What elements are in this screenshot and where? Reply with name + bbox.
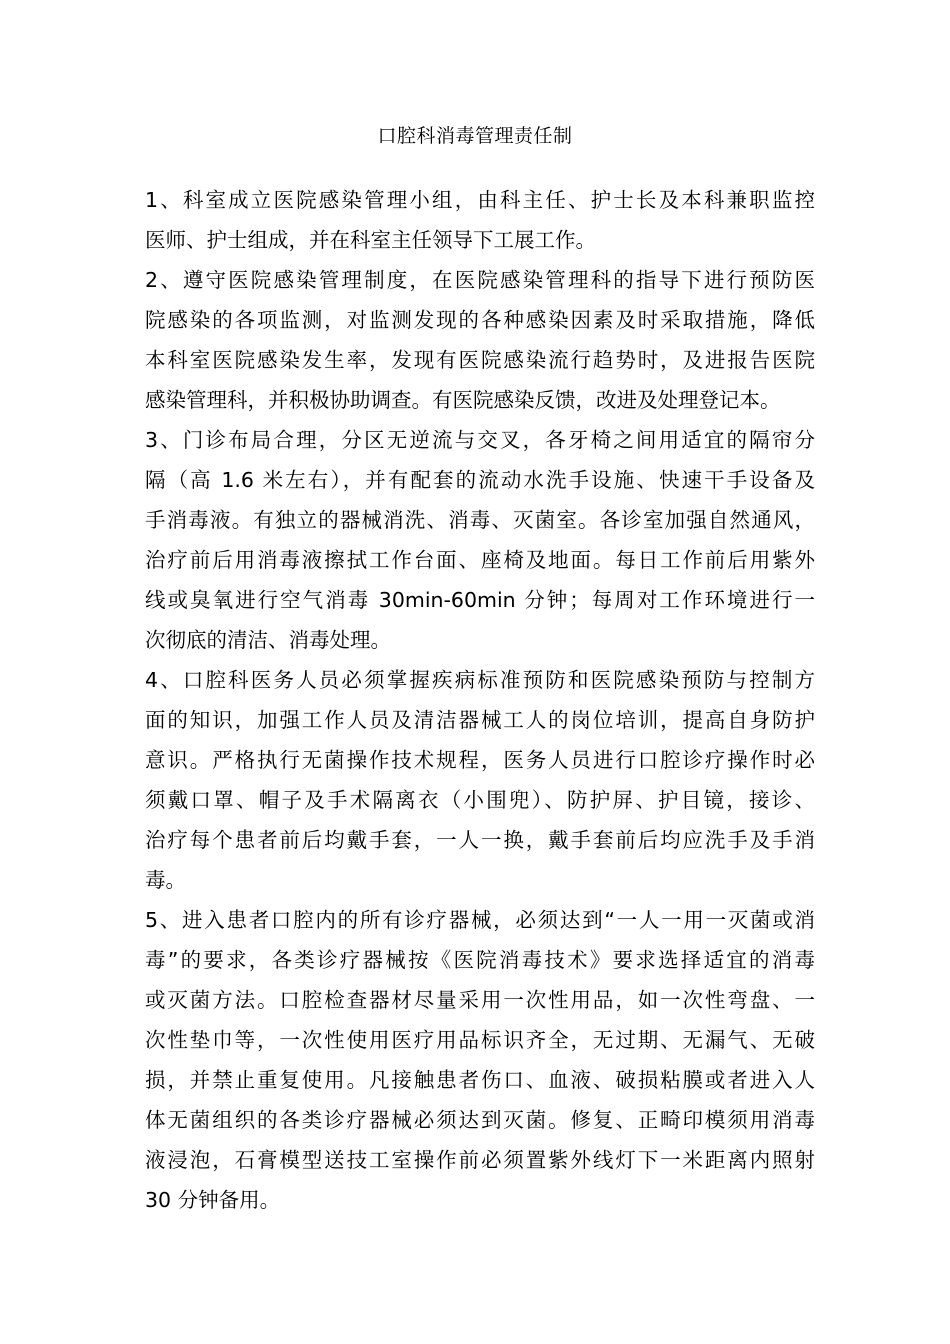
- text-line: 1、科室成立医院感染管理小组，由科主任、护士长及本科兼职监控: [145, 188, 815, 212]
- document-title: 口腔科消毒管理责任制: [377, 125, 573, 147]
- text-line: 损，并禁止重复使用。凡接触患者伤口、血液、破损粘膜或者进入人: [145, 1068, 815, 1092]
- text-line: 意识。严格执行无菌操作技术规程，医务人员进行口腔诊疗操作时必: [145, 748, 815, 772]
- text-line: 3、门诊布局合理，分区无逆流与交叉，各牙椅之间用适宜的隔帘分: [145, 428, 815, 452]
- text-line: 2、遵守医院感染管理制度，在医院感染管理科的指导下进行预防医: [145, 268, 815, 292]
- text-line: 治疗前后用消毒液擦拭工作台面、座椅及地面。每日工作前后用紫外: [145, 548, 815, 572]
- text-line: 液浸泡，石膏模型送技工室操作前必须置紫外线灯下一米距离内照射: [145, 1148, 815, 1172]
- text-line: 本科室医院感染发生率，发现有医院感染流行趋势时，及进报告医院: [145, 348, 815, 372]
- text-line: 毒”的要求，各类诊疗器械按《医院消毒技术》要求选择适宜的消毒: [145, 948, 815, 972]
- text-line: 治疗每个患者前后均戴手套，一人一换，戴手套前后均应洗手及手消: [145, 828, 815, 852]
- text-line: 次彻底的清洁、消毒处理。: [145, 628, 391, 652]
- text-line: 感染管理科，并积极协助调查。有医院感染反馈，改进及处理登记本。: [145, 388, 781, 412]
- text-line: 体无菌组织的各类诊疗器械必须达到灭菌。修复、正畸印模须用消毒: [145, 1108, 815, 1132]
- text-line: 次性垫巾等，一次性使用医疗用品标识齐全，无过期、无漏气、无破: [145, 1028, 815, 1052]
- text-line: 30 分钟备用。: [145, 1188, 281, 1212]
- paragraph-1: [145, 180, 815, 260]
- text-line: 医师、护士组成，并在科室主任领导下工展工作。: [145, 228, 596, 252]
- text-line: 院感染的各项监测，对监测发现的各种感染因素及时采取措施，降低: [145, 308, 815, 332]
- document-body: [145, 180, 815, 1220]
- text-line: 须戴口罩、帽子及手术隔离衣（小围兜）、防护屏、护目镜，接诊、: [145, 788, 815, 812]
- paragraph-5: [145, 900, 815, 1220]
- paragraph-4: [145, 660, 815, 900]
- text-line: 或灭菌方法。口腔检查器材尽量采用一次性用品，如一次性弯盘、一: [145, 988, 815, 1012]
- text-line: 5、进入患者口腔内的所有诊疗器械，必须达到“一人一用一灭菌或消: [145, 908, 815, 932]
- text-line: 隔（高 1.6 米左右），并有配套的流动水洗手设施、快速干手设备及: [145, 468, 815, 492]
- paragraph-3: [145, 420, 815, 660]
- text-line: 手消毒液。有独立的器械消洗、消毒、灭菌室。各诊室加强自然通风，: [145, 508, 815, 532]
- paragraph-2: [145, 260, 815, 420]
- text-line: 毒。: [145, 868, 186, 892]
- text-line: 4、口腔科医务人员必须掌握疾病标准预防和医院感染预防与控制方: [145, 668, 815, 692]
- text-line: 面的知识，加强工作人员及清洁器械工人的岗位培训，提高自身防护: [145, 708, 815, 732]
- text-line: 线或臭氧进行空气消毒 30min-60min 分钟；每周对工作环境进行一: [145, 588, 815, 612]
